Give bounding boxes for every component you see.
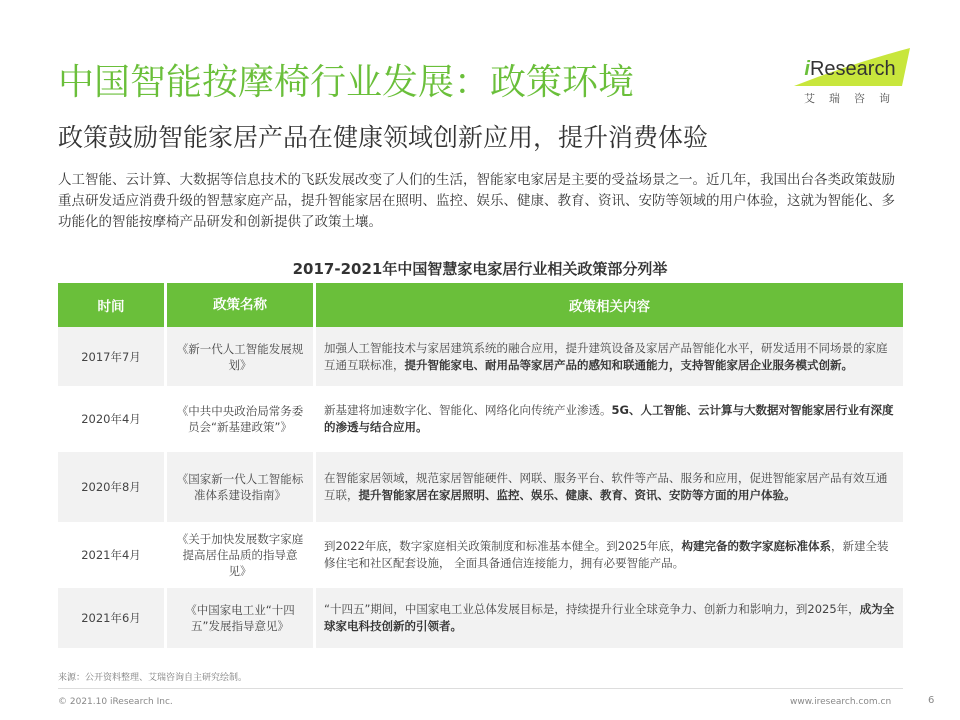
table-row — [58, 588, 903, 648]
row-policy-content: 到2022年底，数字家庭相关政策制度和标准基本健全。到2025年底，构建完备的数字家庭标准体系，新建全装修住宅和社区配套设施， 全面具备通信连接能力，拥有必要智能产品。 — [313, 522, 903, 588]
footer-website: www.iresearch.com.cn — [790, 697, 892, 707]
row-time: 2017年7月 — [58, 327, 164, 386]
intro-paragraph: 人工智能、云计算、大数据等信息技术的飞跃发展改变了人们的生活，智能家电家居是主要的受益场景之一。近几年，我国出台各类政策鼓励重点研发适应消费升级的智慧家庭产品，提升智能家居在照明、监控、娱乐、健康、教育、资讯、安防等领域的用户体验，这就为智能化、多功能化的智能按摩椅产品研发和创新提供了政策土壤。 — [58, 172, 895, 230]
page-subtitle: 政策鼓励智能家居产品在健康领域创新应用，提升消费体验 — [58, 123, 709, 152]
row-time: 2020年8月 — [58, 452, 164, 522]
table-row — [58, 327, 903, 386]
footer-divider — [58, 688, 903, 689]
row-policy-content: 加强人工智能技术与家居建筑系统的融合应用，提升建筑设备及家居产品智能化水平，研发适用不同场景的家庭互通互联标准，提升智能家电、耐用品等家居产品的感知和联通能力，支持智能家居企业服务模式创新。 — [313, 327, 903, 386]
table-row — [58, 522, 903, 588]
header-policy-content: 政策相关内容 — [313, 283, 903, 327]
page-number: 6 — [928, 695, 935, 706]
policy-table — [58, 283, 903, 648]
row-policy-content: “十四五”期间，中国家电工业总体发展目标是，持续提升行业全球竞争力、创新力和影响力，到2025年，成为全球家电科技创新的引领者。 — [313, 588, 903, 648]
header-time: 时间 — [58, 283, 164, 327]
logo-wordmark: iResearch — [804, 58, 896, 80]
iresearch-logo — [790, 46, 910, 116]
row-time: 2021年4月 — [58, 522, 164, 588]
table-title: 2017-2021年中国智慧家电家居行业相关政策部分列举 — [292, 260, 668, 278]
row-policy-name: 《国家新一代人工智能标准体系建设指南》 — [164, 452, 313, 522]
row-time: 2020年4月 — [58, 386, 164, 452]
header-policy-name: 政策名称 — [164, 283, 313, 327]
row-policy-content: 新基建将加速数字化、智能化、网络化向传统产业渗透。5G、人工智能、云计算与大数据对智能家居行业有深度的渗透与结合应用。 — [313, 386, 903, 452]
row-policy-name: 《中共中央政治局常务委员会“新基建政策”》 — [164, 386, 313, 452]
logo-chinese-name: 艾瑞咨询 — [804, 92, 904, 105]
table-row — [58, 386, 903, 452]
table-row — [58, 452, 903, 522]
source-note: 来源：公开资料整理、艾瑞咨询自主研究绘制。 — [58, 673, 248, 683]
row-policy-name: 《中国家电工业“十四五”发展指导意见》 — [164, 588, 313, 648]
row-policy-name: 《关于加快发展数字家庭提高居住品质的指导意见》 — [164, 522, 313, 588]
row-policy-content: 在智能家居领域，规范家居智能硬件、网联、服务平台、软件等产品、服务和应用，促进智能家居产品有效互通互联，提升智能家居在家居照明、监控、娱乐、健康、教育、资讯、安防等方面的用户体验。 — [313, 452, 903, 522]
page-title: 中国智能按摩椅行业发展：政策环境 — [58, 62, 635, 103]
row-time: 2021年6月 — [58, 588, 164, 648]
row-policy-name: 《新一代人工智能发展规划》 — [164, 327, 313, 386]
footer-copyright: © 2021.10 iResearch Inc. — [58, 697, 173, 707]
table-header-row — [58, 283, 903, 327]
